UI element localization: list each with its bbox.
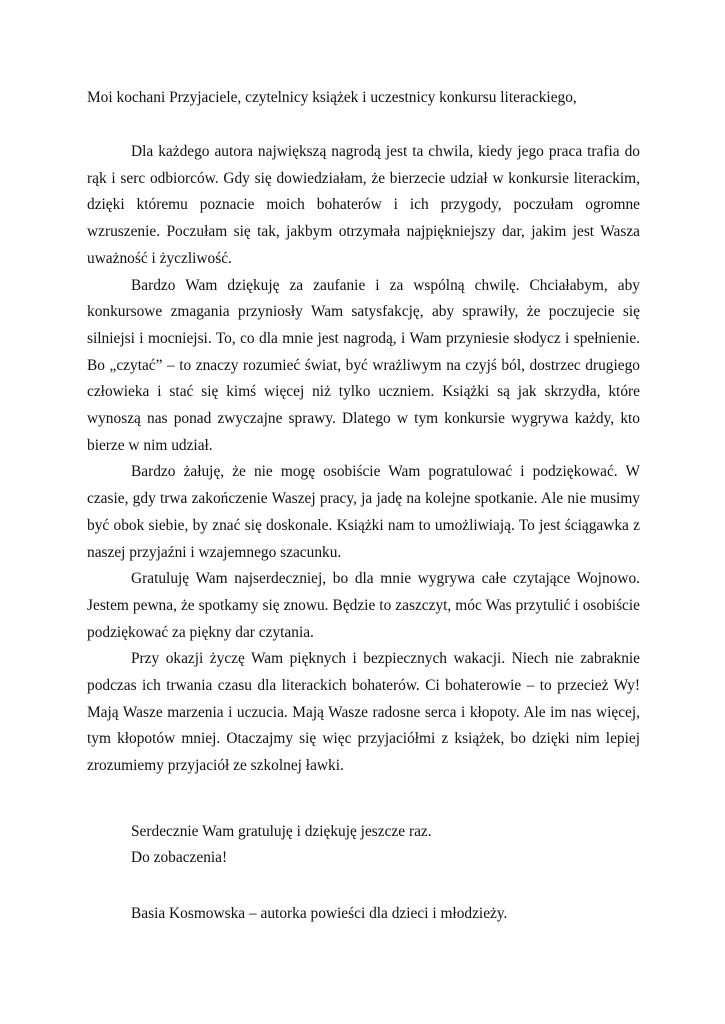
letter-greeting: Moi kochani Przyjaciele, czytelnicy książek i uczestnicy konkursu literackiego,	[87, 89, 577, 106]
letter-paragraph: Przy okazji życzę Wam pięknych i bezpiecznych wakacji. Niech nie zabraknie podczas ich trwania czasu dla literackich bohaterów. Ci bohaterowie – to przecież Wy! Mają Wasze marzenia i uczucia. Mają Wasze radosne serca i kłopoty. Ale im nas więcej, tym kłopotów mniej. Otaczajmy się więc przyjaciółmi z książek, bo dzięki nim lepiej zrozumiemy przyjaciół ze szkolnej ławki.	[87, 650, 640, 775]
letter-paragraph: Bardzo Wam dziękuję za zaufanie i za wspólną chwilę. Chciałabym, aby konkursowe zmagania przyniosły Wam satysfakcję, aby sprawiły, że poczujecie się silniejsi i mocniejsi. To, co dla mnie jest nagrodą, i Wam przyniesie słodycz i spełnienie. Bo „czytać” – to znaczy rozumieć świat, być wrażliwym na czyjś ból, dostrzec drugiego człowieka i stać się kimś więcej niż tylko uczniem. Książki są jak skrzydła, które wynoszą nas ponad zwyczajne sprawy. Dlatego w tym konkursie wygrywa każdy, kto bierze w nim udział.	[87, 276, 640, 454]
closing-line: Do zobaczenia!	[131, 849, 228, 866]
letter-body	[87, 139, 640, 780]
closing-line: Serdecznie Wam gratuluję i dziękuję jeszcze raz.	[131, 823, 432, 840]
letter-paragraph: Bardzo żałuję, że nie mogę osobiście Wam pogratulować i podziękować. W czasie, gdy trwa zakończenie Waszej pracy, ja jadę na kolejne spotkanie. Ale nie musimy być obok siebie, by znać się doskonale. Książki nam to umożliwiają. To jest ściągawka z naszej przyjaźni i wzajemnego szacunku.	[87, 463, 640, 561]
letter-paragraph: Gratuluję Wam najserdeczniej, bo dla mnie wygrywa całe czytające Wojnowo. Jestem pewna, że spotkamy się znowu. Będzie to zaszczyt, móc Was przytulić i osobiście podziękować za piękny dar czytania.	[87, 570, 640, 641]
letter-closing	[131, 819, 432, 871]
letter-paragraph: Dla każdego autora największą nagrodą jest ta chwila, kiedy jego praca trafia do rąk i serc odbiorców. Gdy się dowiedziałam, że bierzecie udział w konkursie literackim, dzięki któremu poznacie moich bohaterów i ich przygody, poczułam ogromne wzruszenie. Poczułam się tak, jakbym otrzymała najpiękniejszy dar, jakim jest Wasza uważność i życzliwość.	[87, 143, 640, 267]
letter-signature: Basia Kosmowska – autorka powieści dla dzieci i młodzieży.	[131, 905, 508, 922]
